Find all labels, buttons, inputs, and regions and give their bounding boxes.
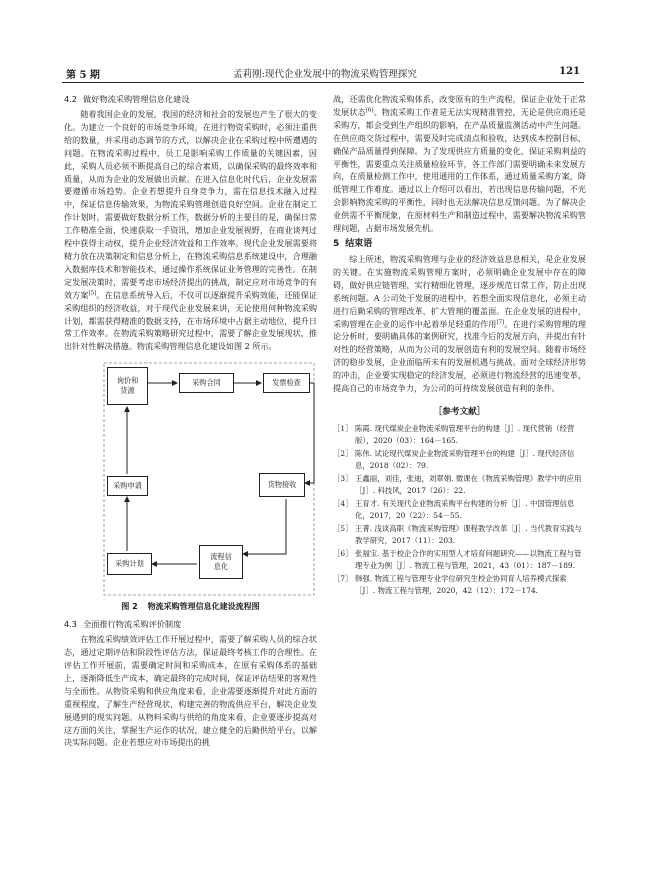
citation: [7] [496, 318, 505, 325]
issue-label: 第 5 期 [66, 70, 100, 81]
reference-text: 陈伟. 试论现代煤炭企业物流采购管理平台的构建［J］. 现代经济信息，2018（02）：79. [355, 448, 575, 470]
section-number: 5 [333, 238, 340, 249]
references-list [333, 423, 586, 597]
reference-item [333, 548, 586, 572]
box-purchase-request: 采购申请 [107, 476, 148, 496]
reference-text: 韩强. 物流工程与管理专业学位研究生校企协同育人培养模式探索［J］. 物流工程与管理，2020，42（12）：172－174. [355, 573, 567, 595]
reference-text: 陈霞. 现代煤炭企业物流采购管理平台的构建［J］. 现代营销（经营版），2020（03）：164－165. [355, 423, 575, 445]
reference-item [333, 498, 586, 522]
citation: [6] [365, 107, 374, 114]
section-4-3-heading [64, 618, 317, 631]
reference-item [333, 448, 586, 472]
paragraph-conclusion [333, 253, 586, 395]
box-invoice-check: 发票检查 [263, 373, 310, 393]
box-goods-receipt: 货物接收 [259, 473, 305, 497]
box-purchase-plan: 采购计划 [107, 553, 152, 575]
reference-index: ［5］ [333, 523, 353, 533]
paragraph-text: 。在信息系统导入后，不仅可以逐渐提升采购效能，还能保证采购组织的经济收益，对于现代企业发展来讲，无论使用何种物流采购计划，都需获得精准的数据支持，在市场环境中占据主动地位，提升日常工作效率。在物流采购策略研究过程中，需要了解企业发展现状，推出针对性解决措施。物流采购管理信息化建设如图 2 所示。 [64, 289, 317, 352]
reference-text: 王菁. 浅谈高职《物流采购管理》课程教学改革［J］. 当代教育实践与教学研究，2017（11）：203. [355, 523, 582, 545]
reference-text: 张福宝. 基于校企合作的实用型人才培育问题研究——以物流工程与管理专业为例［J］. 物流工程与管理，2021，43（01）：187－189. [355, 548, 582, 570]
left-column [64, 93, 317, 749]
reference-item [333, 473, 586, 497]
reference-text: 王育才. 有关现代企业物流采购平台构建的分析［J］. 中国管理信息化，2017，20（22）：54－55. [355, 498, 575, 520]
arrow-receive-flow [243, 499, 286, 554]
reference-item [333, 523, 586, 547]
paragraph-continued [333, 93, 586, 235]
page-number: 121 [559, 66, 580, 77]
arrow-invoice-receive [305, 383, 314, 483]
figure-caption-text: 物流采购管理信息化建设流程图 [147, 602, 260, 612]
reference-index: ［6］ [333, 548, 353, 558]
reference-index: ［3］ [333, 473, 353, 483]
right-column [333, 93, 586, 598]
section-5-heading [333, 238, 586, 251]
box-inquiry-source: 询价和 货源 [107, 367, 148, 405]
reference-index: ［4］ [333, 498, 353, 508]
paragraph-text: 综上所述，物流采购管理与企业的经济效益息息相关，是企业发展的关键。在实施物流采购管理方案时，必须明确企业发展中存在的障碍，做好供应链管理，实行精细化管理，逐步规范日常工作，防止出现系统问题。A 公司处于发展的进程中，若想全面实现信息化，必须主动进行后勤采购的管理改革，扩大管理的覆盖面。在企业发展的进程中，采购管理在企业的运作中起着举足轻重的作用 [333, 253, 586, 329]
box-purchase-contract: 采购合同 [179, 373, 234, 393]
running-title: 孟莉刚:现代企业发展中的物流采购管理探究 [233, 69, 417, 80]
paragraph-4-3: 在物流采购绩效评估工作开展过程中，需要了解采购人员的综合状态，通过定期评估和阶段性评估方法，保证最终考核工作的合理性。在评估工作开展前，需要确定时间和采购成本，在原有采购体系的基础上，逐渐降低生产成本，确定最终的完成时间，保证评估结果的客观性与全面性。从物资采购和供应角度来看，企业需要逐渐提升对此方面的重视程度，了解生产经营现状，构建完善的物流供应平台，解决企业发展遇到的现实问题。从物料采购与供给的角度来看，企业要逐步提高对这方面的关注，掌握生产运作的状况，建立健全的后勤供给平台，以解决实际问题。企业若想应对市场提出的挑 [64, 634, 317, 748]
paragraph-text: 。物流采购工作者是无法实现精准管控，无论是供应商还是采购方，都会受到生产组织的影响，在产品质量监测活动中产生问题。在供应商交货过程中，需要及时完成清点和验收，达到成本控制目标，确保产品质量得到保障。为了发现供应方质量的变化，保证采购利益的平衡性，需要重点关注质量检验环节，各工作部门需要明确未来发展方向，在质量检测工作中，使用通用的工作体系，通过质量采购方案，降低管理工作难度。通过以上介绍可以看出，若出现信息传输问题，不光会影响物流采购的平衡性，同时也无法解决信息反馈问题。为了解决企业供需不平衡现象，在原材料生产和制造过程中，需要解决物流采购管理问题，占据市场发展先机。 [333, 106, 586, 234]
section-4-2-heading [64, 93, 317, 106]
references-title: ［参考文献］ [433, 406, 486, 417]
section-number: 4.3 [64, 619, 78, 630]
paragraph-4-2 [64, 108, 317, 353]
flowchart-figure [64, 359, 317, 599]
reference-item [333, 423, 586, 447]
reference-text: 王鑫丽，刘佳，张迪，刘翠娟. 微课在《物流采购管理》教学中的应用［J］. 科技风，2017（26）：22. [355, 473, 582, 495]
citation: [5] [88, 290, 97, 296]
reference-index: ［2］ [333, 448, 353, 458]
section-title: 结束语 [345, 238, 373, 249]
paragraph-text: 随着我国企业的发展，我国的经济和社会的发展也产生了很大的变化。为建立一个良好的市场竞争环境，在进行物资采购时，必须注重供给的数量，并采用动态调节的方式，以解决企业在采购过程中所遭遇的问题。在物流采购过程中，员工是影响采购工作质量的关键因素，因此，采购人员必须不断提高自己的综合素质，以确保采购的最终效率和质量，从而为企业的发展做出贡献。在进入信息化时代后，企业发展需要遵循市场趋势。企业若想提升自身竞争力，需在信息技术融入过程中，保证信息传输效果，为物流采购管理创造良好空间。企业在制定工作计划时，需要做好数据分析工作，数据分析的主要目的是，确保日常工作精准全面，快速获取一手资讯，增加企业发展视野，在商业谈判过程中获得主动权，提升企业经济效益和工作效率。现代企业发展需要将精力放在决策制定和信息分析上，在物流采购信息系统建设中，合理融入数据库技术和智能技术，通过操作系统保证业务管理的完善性。在制定发展决策时，需要考虑市场经济提出的挑战，制定应对市场竞争的有效方案 [64, 109, 317, 300]
figure-caption [64, 601, 317, 612]
reference-index: ［1］ [333, 423, 353, 433]
reference-index: ［7］ [333, 573, 353, 583]
section-title: 做好物流采购管理信息化建设 [83, 94, 190, 104]
box-process-informatization: 流程信 息化 [199, 545, 243, 579]
figure-number: 图 2 [121, 602, 138, 612]
reference-item [333, 573, 586, 597]
section-title: 全面推行物流采购评价制度 [83, 619, 182, 630]
section-number: 4.2 [64, 94, 78, 104]
header-rule [62, 82, 584, 83]
paragraph-text: 战，还需优化物流采购体系，改变原有的生产流程，保证企业处于正常发展状态 [333, 94, 586, 117]
paragraph-text: 。在进行采购管理的理论分析时，要明确具体的案例研究，找准今后的发展方向，并提出有针对性的经营策略，从而为公司的发展创造有利的发展空间。随着市场经济的稳步发展，企业面临所未有的发展机遇与挑战。面对全球经济形势的冲击，企业要实现稳定的经济发展，必须进行物流经营的迅速变革，提高自己的市场竞争力，为公司的可持续发展创造有利的条件。 [333, 318, 586, 394]
